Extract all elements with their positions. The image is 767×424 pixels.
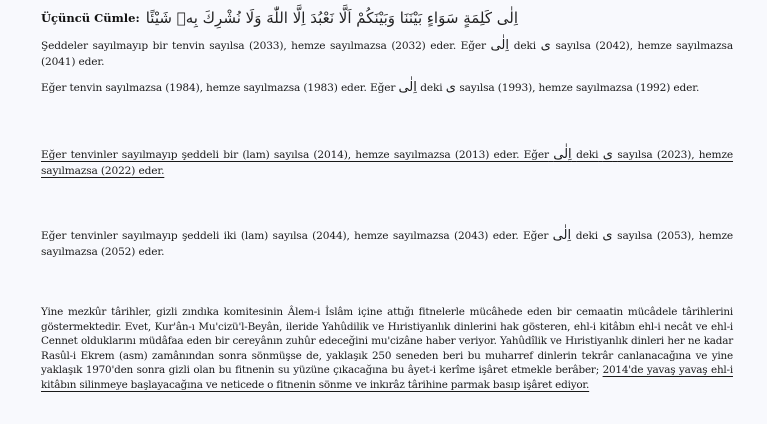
- text-segment: Şeddeler sayılmayıp bir tenvin sayılsa (2033), hemze sayılmazsa (2032) eder. Eğer: [41, 40, 486, 52]
- text-segment: deki: [576, 149, 599, 161]
- sentence-heading: [41, 4, 518, 32]
- commentary-text: Yine mezkûr târihler, gizli zındıka komitesinin Âlem-i İslâm içine attığı fitnelerle mücâhede eden bir cemaatin mücâdele târihlerini göstermektedir. Evet, Kur'ân-ı Mu'cizü'l-Beyân, ileride Yahûdilik ve Hıristiyanlık dinlerini hak gösteren, ehl-i kitâbın ehl-i necât ve ehl-i Cennet olduklarını müdâfaa eden bir cereyânın zuhûr edeceğini mu'cizâne haber veriyor. Yahûdîlik ve Hıristiyanlık dinleri her ne kadar Rasûl-i Ekrem (asm) zamânından sonra sönmüşse de, yaklaşık 250 seneden beri bu muharref dinlerin tekrâr canlanacağına ve yine yaklaşık 1970'den sonra gizli olan bu fitnenin su yüzüne çıkacağına bu âyet-i kerîme işâret etmekle berâber;: [41, 306, 733, 377]
- text-segment: sayılsa (2023), hemze sayılmazsa (2022) eder.: [41, 149, 734, 177]
- paragraph-calculation-3-underlined: [41, 147, 733, 179]
- paragraph-calculation-1: [41, 38, 733, 70]
- text-segment: sayılsa (1993), hemze sayılmazsa (1992) eder.: [459, 82, 700, 94]
- arabic-ya: ى: [540, 38, 551, 53]
- text-segment: deki: [513, 40, 536, 52]
- paragraph-calculation-4: [41, 228, 733, 260]
- arabic-ya: ى: [445, 80, 456, 95]
- arabic-ila: اِلٰى: [490, 38, 509, 53]
- arabic-ila: اِلٰى: [398, 80, 417, 95]
- text-segment: Eğer tenvinler sayılmayıp şeddeli bir (lam) sayılsa (2014), hemze sayılmazsa (2013) eder. Eğer: [41, 149, 549, 161]
- paragraph-commentary: [41, 305, 733, 393]
- heading-label: Üçüncü Cümle:: [41, 11, 140, 25]
- paragraph-calculation-2: [41, 80, 733, 96]
- text-segment: deki: [575, 230, 598, 242]
- arabic-ya: ى: [602, 147, 613, 162]
- text-segment: sayılsa (2053), hemze sayılmazsa (2052) eder.: [41, 230, 734, 258]
- arabic-ila: اِلٰى: [552, 228, 572, 243]
- arabic-ila: اِلٰى: [553, 147, 572, 162]
- text-segment: Eğer tenvinler sayılmayıp şeddeli iki (lam) sayılsa (2044), hemze sayılmazsa (2043) eder. Eğer: [41, 230, 549, 242]
- arabic-ya: ى: [602, 228, 613, 243]
- commentary-underlined-text: 2014'de yavaş yavaş ehl-i kitâbın silinmeye başlayacağına ve neticede o fitnenin sönme ve inkırâz târihine parmak basıp işâret ediyor.: [41, 364, 733, 391]
- heading-arabic-verse: اِلٰى كَلِمَةٍ سَوَاءٍ بَيْنَنَا وَبَيْنَكُمْ اَلَّا نَعْبُدَ اِلَّا اللّٰهَ وَلَا نُشْرِكَ بِهٖ شَيْئًا: [145, 9, 519, 27]
- text-segment: deki: [420, 82, 443, 94]
- text-segment: Eğer tenvin sayılmazsa (1984), hemze sayılmazsa (1983) eder. Eğer: [41, 82, 396, 94]
- text-segment: sayılsa (2042), hemze sayılmazsa (2041) eder.: [41, 40, 734, 68]
